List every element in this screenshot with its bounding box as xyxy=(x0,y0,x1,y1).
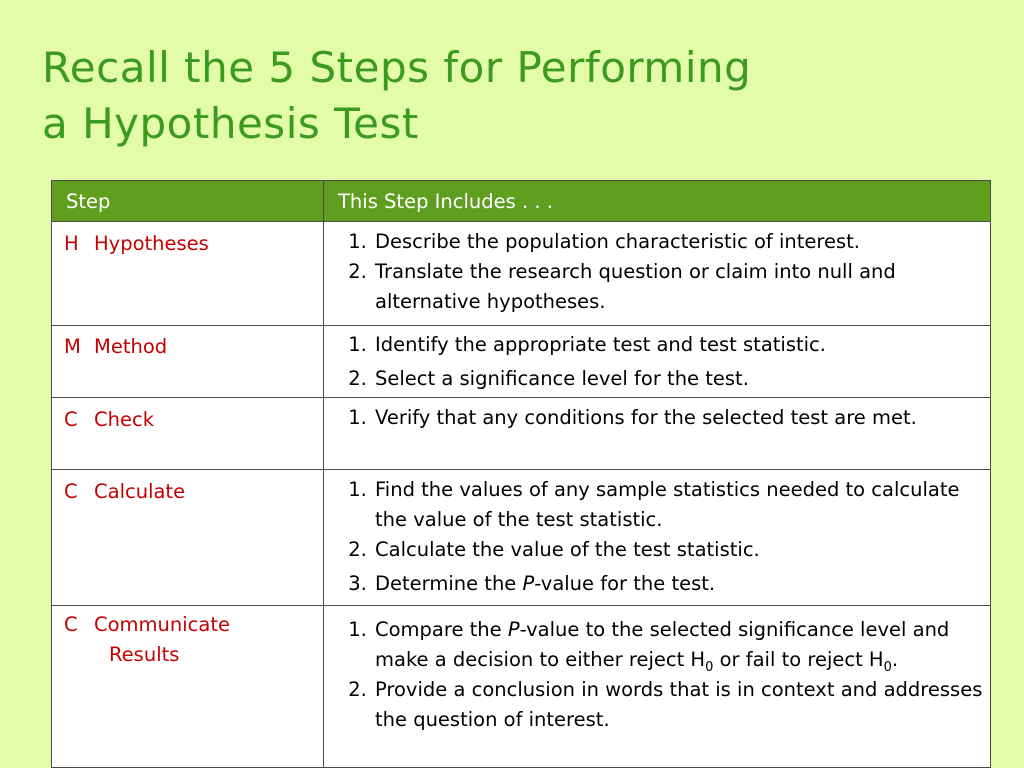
item-text-post: -value for the test. xyxy=(534,572,716,595)
item-text-italic: P xyxy=(522,572,535,595)
list-item: 2. Translate the research question or claim into null and alternative hypotheses. xyxy=(373,257,984,317)
subscript: 0 xyxy=(705,659,714,675)
subscript: 0 xyxy=(883,659,892,675)
step-cell xyxy=(52,326,324,398)
step-label: Hypotheses xyxy=(94,232,209,255)
step-name-calculate xyxy=(52,470,323,507)
list-item xyxy=(373,569,984,599)
item-text-mid: -value to the selected significance level and make a decision to either reject H xyxy=(375,618,950,671)
table-row xyxy=(52,398,991,470)
step-cell xyxy=(52,606,324,768)
step-label: Method xyxy=(94,335,168,358)
step-includes-cell xyxy=(324,222,991,326)
step-includes-cell xyxy=(324,398,991,470)
step-name-check xyxy=(52,398,323,435)
step-items-list xyxy=(324,326,990,396)
list-item: 2. Provide a conclusion in words that is in context and addresses the question of interest. xyxy=(373,675,984,735)
list-item: 1. Verify that any conditions for the selected test are met. xyxy=(373,403,984,433)
table-row xyxy=(52,470,991,606)
step-name-hypotheses xyxy=(52,222,323,259)
header-step: Step xyxy=(52,181,324,222)
item-text-italic: P xyxy=(507,618,520,641)
table-header-row xyxy=(52,181,991,222)
list-item xyxy=(373,615,984,675)
title-line-1: Recall the 5 Steps for Performing xyxy=(42,43,752,92)
title-line-2: a Hypothesis Test xyxy=(42,99,419,148)
item-text-pre: Compare the xyxy=(375,618,508,641)
step-letter: C xyxy=(64,480,78,503)
table-row xyxy=(52,606,991,768)
item-text-pre: Determine the xyxy=(375,572,523,595)
step-label: Check xyxy=(94,408,154,431)
step-items-list xyxy=(324,606,990,735)
step-letter: C xyxy=(64,613,78,636)
step-cell xyxy=(52,398,324,470)
step-label: Calculate xyxy=(94,480,186,503)
step-cell xyxy=(52,470,324,606)
step-name-communicate-results xyxy=(52,606,323,670)
header-step-includes: This Step Includes . . . xyxy=(324,181,991,222)
slide-title xyxy=(42,40,751,152)
step-items-list xyxy=(324,222,990,317)
table-row xyxy=(52,326,991,398)
step-label-line-1: Communicate xyxy=(94,613,230,636)
step-letter: C xyxy=(64,408,78,431)
table-row xyxy=(52,222,991,326)
list-item: 1. Identify the appropriate test and test statistic. xyxy=(373,328,984,362)
list-item: 2. Select a significance level for the test. xyxy=(373,362,984,396)
list-item: 1. Find the values of any sample statistics needed to calculate the value of the test statistic. xyxy=(373,475,984,535)
list-item: 1. Describe the population characteristic of interest. xyxy=(373,227,984,257)
item-text-post: . xyxy=(891,648,899,671)
step-label-line-2: Results xyxy=(109,643,180,666)
step-letter: H xyxy=(64,232,79,255)
step-items-list xyxy=(324,398,990,433)
step-letter: M xyxy=(64,335,81,358)
step-includes-cell xyxy=(324,606,991,768)
steps-table xyxy=(51,180,991,768)
item-text-mid2: or fail to reject H xyxy=(713,648,884,671)
step-includes-cell xyxy=(324,326,991,398)
step-includes-cell xyxy=(324,470,991,606)
step-items-list xyxy=(324,470,990,599)
list-item: 2. Calculate the value of the test statistic. xyxy=(373,535,984,565)
step-cell xyxy=(52,222,324,326)
step-name-method xyxy=(52,326,323,362)
